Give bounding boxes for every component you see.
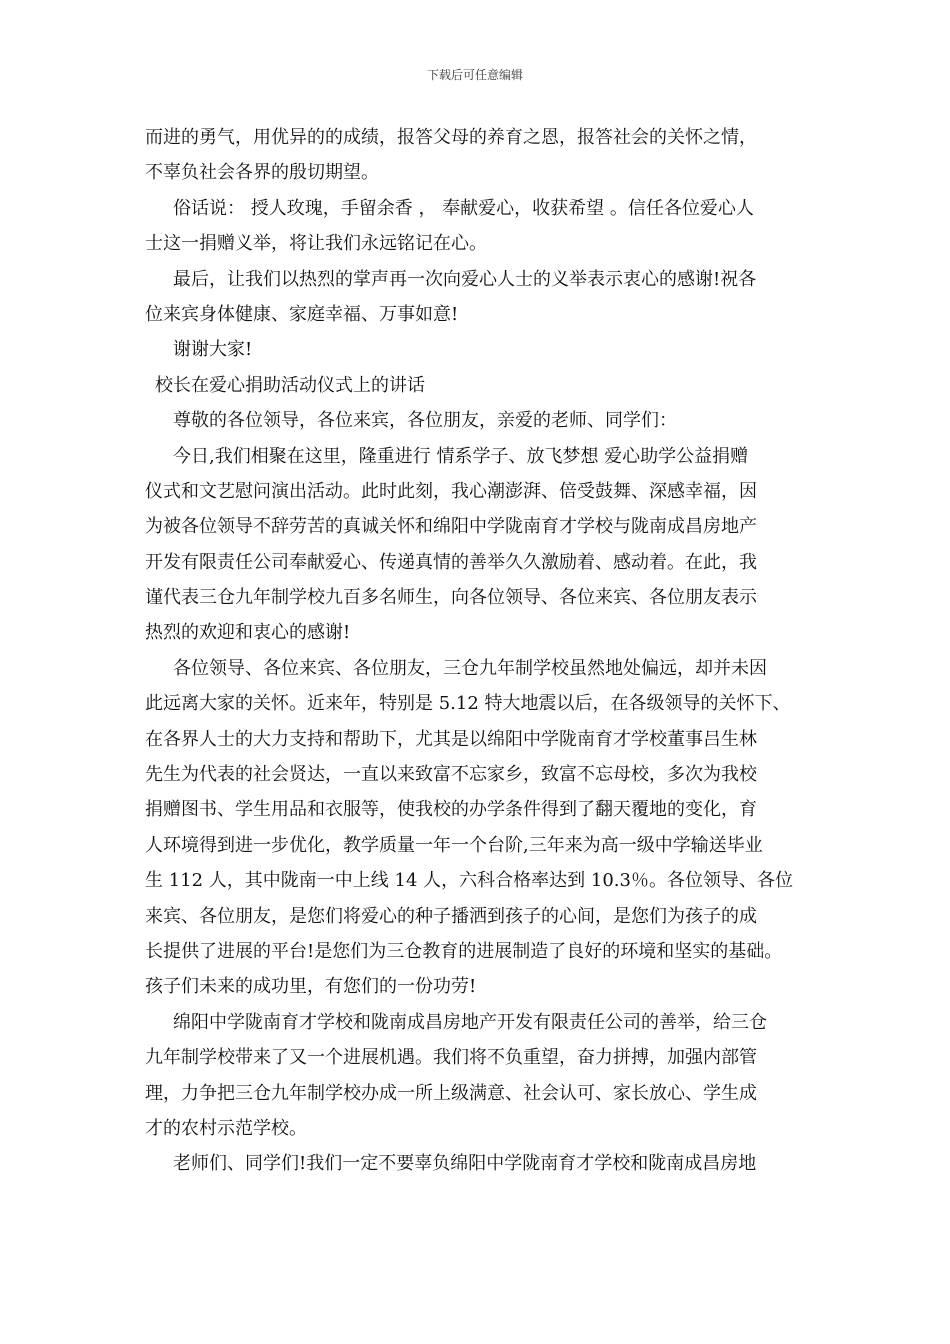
text-line: 才的农村示范学校。 <box>145 1117 307 1139</box>
text-line: 绵阳中学陇南育才学校和陇南成昌房地产开发有限责任公司的善举，给三仓 <box>173 1011 767 1033</box>
text-line: 捐赠图书、学生用品和衣服等，使我校的办学条件得到了翻天覆地的变化，育 <box>145 799 757 821</box>
text-line: 生 112 人，其中陇南一中上线 14 人，六科合格率达到 10.3％。各位领导、各位 <box>145 870 793 892</box>
text-line: 老师们、同学们!我们一定不要辜负绵阳中学陇南育才学校和陇南成昌房地 <box>173 1153 757 1175</box>
body-text <box>145 120 811 1182</box>
text-line: 长提供了进展的平台!是您们为三仓教育的进展制造了良好的环境和坚实的基础。 <box>145 940 783 962</box>
text-line: 最后，让我们以热烈的掌声再一次向爱心人士的义举表示衷心的感谢!祝各 <box>173 268 757 290</box>
text-line: 仪式和文艺慰问演出活动。此时此刻，我心潮澎湃、倍受鼓舞、深感幸福，因 <box>145 480 757 502</box>
text-line: 今日,我们相聚在这里，隆重进行 情系学子、放飞梦想 爱心助学公益捐赠 <box>173 445 749 467</box>
text-line: 理，力争把三仓九年制学校办成一所上级满意、社会认可、家长放心、学生成 <box>145 1082 757 1104</box>
text-line: 不辜负社会各界的殷切期望。 <box>145 162 379 184</box>
text-line: 为被各位领导不辞劳苦的真诚关怀和绵阳中学陇南育才学校与陇南成昌房地产 <box>145 516 757 538</box>
text-line: 士这一捐赠义举，将让我们永远铭记在心。 <box>145 233 487 255</box>
text-line: 尊敬的各位领导，各位来宾，各位朋友，亲爱的老师、同学们： <box>173 410 677 432</box>
text-line: 谨代表三仓九年制学校九百多名师生，向各位领导、各位来宾、各位朋友表示 <box>145 587 757 609</box>
text-line: 开发有限责任公司奉献爱心、传递真情的善举久久激励着、感动着。在此，我 <box>145 551 757 573</box>
text-line: 谢谢大家! <box>173 339 253 361</box>
text-line: 人环境得到进一步优化，教学质量一年一个台阶,三年来为高一级中学输送毕业 <box>145 834 763 856</box>
text-line: 此远离大家的关怀。近来年，特别是 5.12 特大地震以后，在各级领导的关怀下、 <box>145 693 791 715</box>
text-line: 各位领导、各位来宾、各位朋友，三仓九年制学校虽然地处偏远，却并未因 <box>173 657 767 679</box>
text-line: 在各界人士的大力支持和帮助下，尤其是以绵阳中学陇南育才学校董事吕生林 <box>145 728 757 750</box>
text-line: 孩子们未来的成功里，有您们的一份功劳! <box>145 976 477 998</box>
header-note: 下载后可任意编辑 <box>426 68 523 82</box>
text-line: 位来宾身体健康、家庭幸福、万事如意! <box>145 303 459 325</box>
text-line: 俗话说： 授人玫瑰，手留余香 ， 奉献爱心，收获希望 。信任各位爱心人 <box>173 197 754 219</box>
text-line: 九年制学校带来了又一个进展机遇。我们将不负重望，奋力拼搏，加强内部管 <box>145 1047 757 1069</box>
text-line: 热烈的欢迎和衷心的感谢! <box>145 622 351 644</box>
text-line: 而进的勇气，用优异的的成绩，报答父母的养育之恩，报答社会的关怀之情， <box>145 127 757 148</box>
text-line: 来宾、各位朋友，是您们将爱心的种子播洒到孩子的心间，是您们为孩子的成 <box>145 905 757 927</box>
text-line: 先生为代表的社会贤达，一直以来致富不忘家乡，致富不忘母校，多次为我校 <box>145 764 757 786</box>
text-line: 校长在爱心捐助活动仪式上的讲话 <box>155 374 425 396</box>
